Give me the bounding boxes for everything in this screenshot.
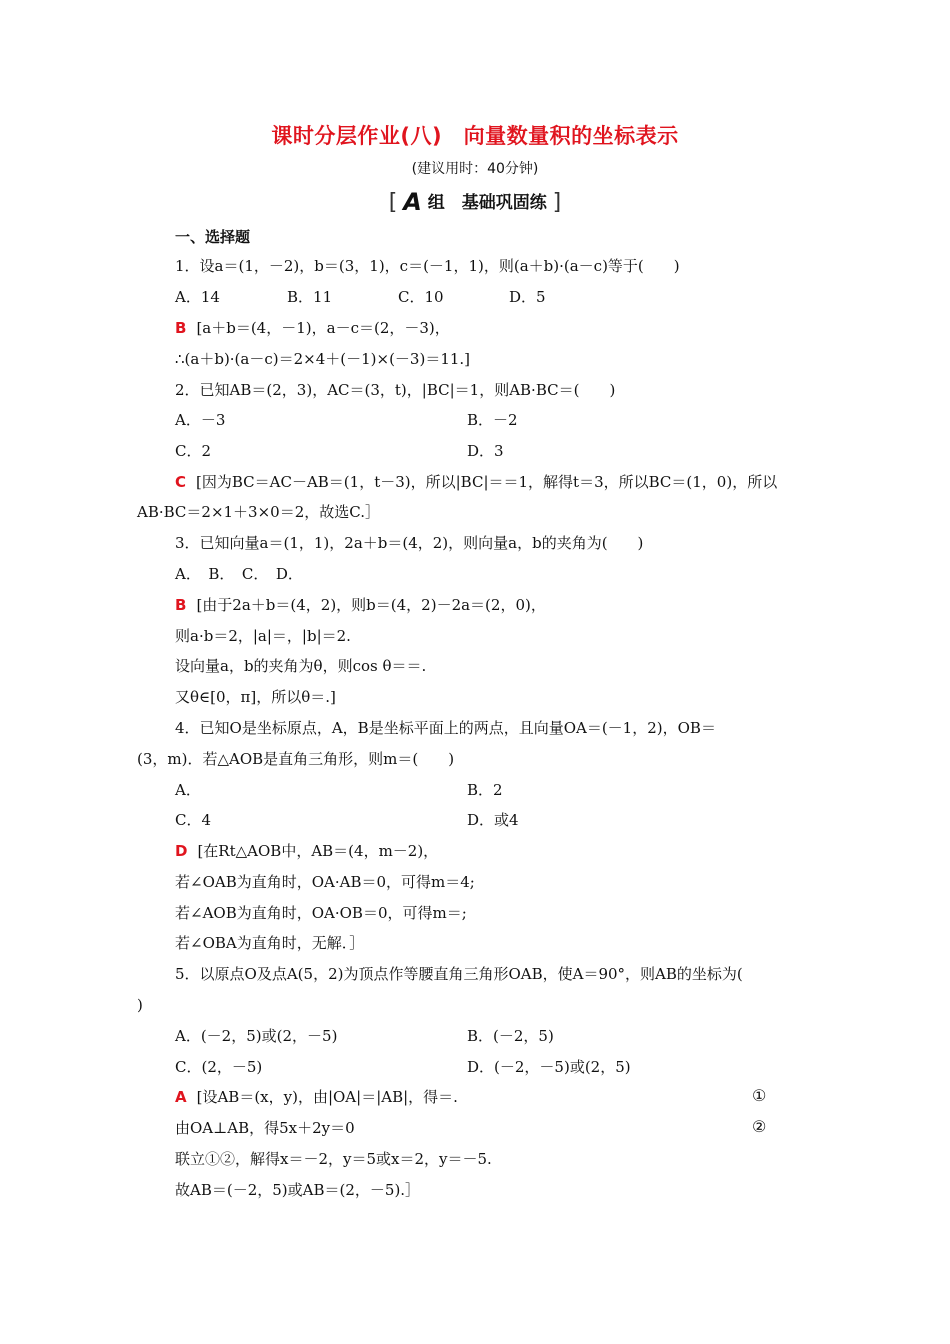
page-title: 课时分层作业(八) 向量数量积的坐标表示	[271, 124, 679, 148]
q1-option-b: B．11	[287, 288, 333, 306]
q4-solution-2: 若∠OAB为直角时，OA·AB＝0，可得m＝4;	[175, 873, 475, 891]
time-note: (建议用时：40分钟)	[411, 161, 539, 177]
q5-solution-4: 故AB＝(－2，5)或AB＝(2，－5).］	[175, 1181, 421, 1199]
q3-answer: B	[175, 596, 187, 614]
group-letter: A	[403, 188, 422, 216]
q2-option-a: A．－3	[175, 411, 226, 429]
q1-option-d: D．5	[509, 288, 546, 306]
q2-stem: 2．已知AB＝(2，3)，AC＝(3，t)，|BC|＝1，则AB·BC＝( )	[175, 381, 616, 399]
q5-solution-1: A [设AB＝(x，y)，由|OA|＝|AB|，得＝.	[175, 1088, 458, 1106]
equation-mark-2: ②	[752, 1117, 767, 1136]
group-label: 组 基础巩固练	[427, 193, 547, 213]
q1-option-a: A．14	[175, 288, 220, 306]
q4-solution-1: D [在Rt△AOB中，AB＝(4，m－2)，	[175, 842, 439, 860]
q4-stem-2: (3，m)．若△AOB是直角三角形，则m＝( )	[137, 750, 455, 768]
q3-options: A． B． C． D．	[175, 565, 303, 583]
q4-option-b: B．2	[467, 781, 503, 799]
q2-option-d: D．3	[467, 442, 504, 460]
q4-option-d: D．或4	[467, 811, 519, 829]
q3-solution-2: 则a·b＝2，|a|＝，|b|＝2.	[175, 627, 351, 645]
section-title: 一、选择题	[175, 228, 251, 246]
q5-stem-1: 5．以原点O及点A(5，2)为顶点作等腰直角三角形OAB，使A＝90°，则AB的坐标为(	[175, 965, 743, 983]
q5-stem-2: )	[137, 996, 143, 1014]
q1-option-c: C．10	[398, 288, 444, 306]
q1-stem: 1．设a＝(1，－2)，b＝(3，1)，c＝(－1，1)，则(a＋b)·(a－c)等于( )	[175, 257, 680, 275]
bracket-right: ]	[552, 190, 562, 215]
q5-option-a: A．(－2，5)或(2，－5)	[175, 1027, 338, 1045]
q4-answer: D	[175, 842, 188, 860]
q3-solution-1: B [由于2a＋b＝(4，2)，则b＝(4，2)－2a＝(2，0)，	[175, 596, 546, 614]
q3-stem: 3．已知向量a＝(1，1)，2a＋b＝(4，2)，则向量a，b的夹角为( )	[175, 534, 644, 552]
q5-solution-3: 联立①②，解得x＝－2，y＝5或x＝2，y＝－5.	[175, 1150, 492, 1168]
q3-solution-3: 设向量a，b的夹角为θ，则cos θ＝＝.	[175, 657, 427, 675]
q5-option-b: B．(－2，5)	[467, 1027, 554, 1045]
q1-solution-1: B [a＋b＝(4，－1)，a－c＝(2，－3)，	[175, 319, 450, 337]
q4-solution-3: 若∠AOB为直角时，OA·OB＝0，可得m＝;	[175, 904, 467, 922]
q2-option-c: C．2	[175, 442, 212, 460]
q4-option-c: C．4	[175, 811, 212, 829]
q1-answer: B	[175, 319, 187, 337]
q5-option-d: D．(－2，－5)或(2，5)	[467, 1058, 631, 1076]
q2-answer: C	[175, 473, 187, 491]
q4-stem-1: 4．已知O是坐标原点，A，B是坐标平面上的两点，且向量OA＝(－1，2)，OB＝	[175, 719, 716, 737]
q2-option-b: B．－2	[467, 411, 518, 429]
q4-option-a: A．	[175, 781, 201, 799]
bracket-left: [	[388, 190, 398, 215]
q2-solution-2: AB·BC＝2×1＋3×0＝2，故选C.］	[137, 503, 380, 521]
q1-solution-2: ∴(a＋b)·(a－c)＝2×4＋(－1)×(－3)＝11.]	[175, 350, 471, 368]
group-banner	[0, 188, 950, 216]
q5-option-c: C．(2，－5)	[175, 1058, 263, 1076]
q3-solution-4: 又θ∈[0，π]，所以θ＝.]	[175, 688, 336, 706]
q2-solution-1: C [因为BC＝AC－AB＝(1，t－3)，所以|BC|＝＝1，解得t＝3，所以BC＝(1，0)，所以	[175, 473, 778, 491]
q4-solution-4: 若∠OBA为直角时，无解．］	[175, 934, 365, 952]
q5-answer: A	[175, 1088, 187, 1106]
q5-solution-2: 由OA⊥AB，得5x＋2y＝0	[175, 1119, 355, 1137]
equation-mark-1: ①	[752, 1086, 767, 1105]
